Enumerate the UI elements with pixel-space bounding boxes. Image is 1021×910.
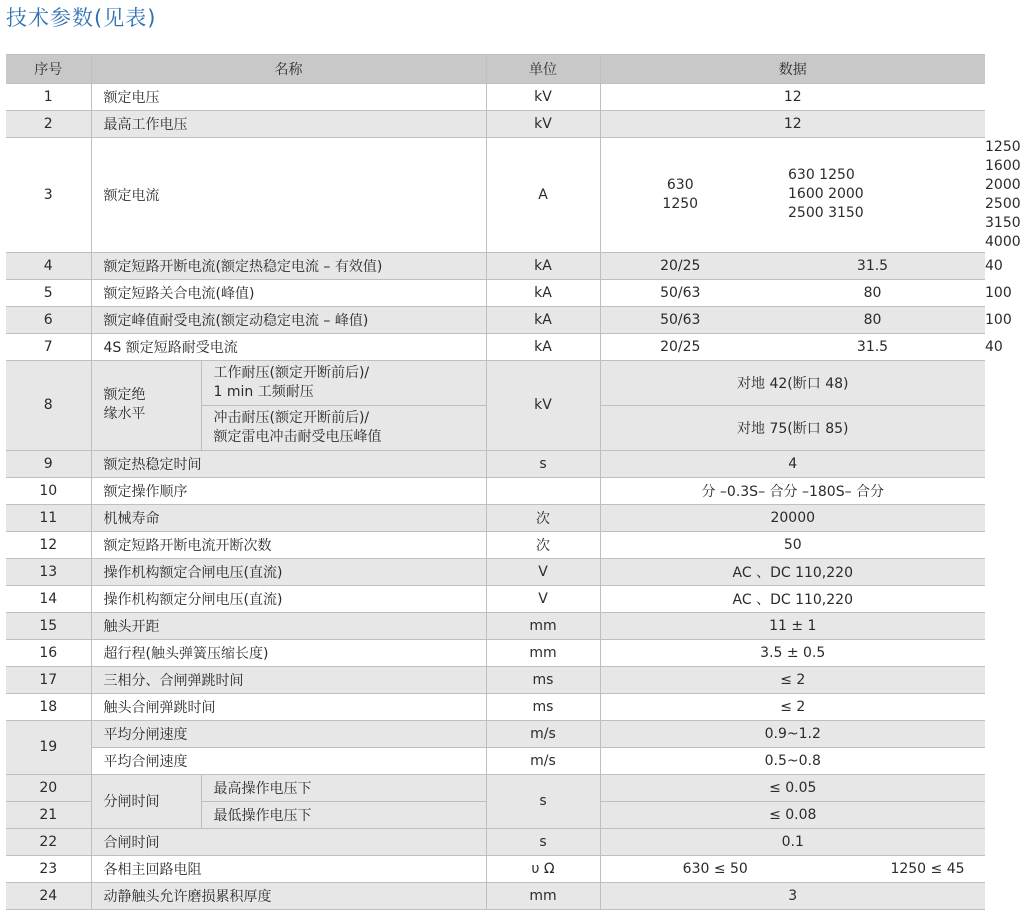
- table-row: 5 额定短路关合电流(峰值) kA 50/63 80 100: [6, 279, 985, 306]
- table-row: [6, 720, 985, 747]
- param-name: 平均合闸速度: [91, 747, 486, 774]
- param-name: 各相主回路电阻: [91, 855, 486, 882]
- param-name: 平均分闸速度: [91, 720, 486, 747]
- row-number: 2: [6, 111, 91, 138]
- param-unit: υ Ω: [486, 855, 600, 882]
- param-unit: kV: [486, 360, 600, 450]
- row-number: 24: [6, 882, 91, 909]
- param-unit: kA: [486, 306, 600, 333]
- header-seq: 序号: [6, 55, 91, 84]
- param-value-2: 80: [760, 306, 985, 333]
- table-row: [6, 477, 985, 504]
- tech-params-table: [6, 54, 1021, 910]
- param-name: 最高工作电压: [91, 111, 486, 138]
- param-value: 0.1: [600, 828, 985, 855]
- table-row: [6, 639, 985, 666]
- row-number: 1: [6, 84, 91, 111]
- row-number: 19: [6, 720, 91, 774]
- row-number: 8: [6, 360, 91, 450]
- param-value: 0.9~1.2: [600, 720, 985, 747]
- row-number: 12: [6, 531, 91, 558]
- param-name: 4S 额定短路耐受电流: [91, 333, 486, 360]
- param-unit: 次: [486, 504, 600, 531]
- opening-time-group: 分闸时间: [91, 774, 201, 828]
- param-name: 额定短路开断电流(额定热稳定电流 – 有效值): [91, 252, 486, 279]
- header-name: 名称: [91, 55, 486, 84]
- param-value: 11 ± 1: [600, 612, 985, 639]
- param-name: 三相分、合闸弹跳时间: [91, 666, 486, 693]
- param-name: 机械寿命: [91, 504, 486, 531]
- param-unit: s: [486, 450, 600, 477]
- param-unit: V: [486, 558, 600, 585]
- table-row: [6, 855, 985, 882]
- impulse-withstand-label: 冲击耐压(额定开断前后)/ 额定雷电冲击耐受电压峰值: [201, 405, 486, 450]
- param-name: 动静触头允许磨损累积厚度: [91, 882, 486, 909]
- param-unit: s: [486, 774, 600, 828]
- table-row: 7 4S 额定短路耐受电流 kA 20/25 31.5 40: [6, 333, 985, 360]
- param-value: ≤ 0.08: [600, 801, 985, 828]
- param-value-1: 20/25: [600, 252, 760, 279]
- param-value-1: 630 ≤ 50: [600, 855, 830, 882]
- param-value: ≤ 2: [600, 693, 985, 720]
- param-value: 20000: [600, 504, 985, 531]
- current-rating-option-1: 630 1250: [600, 138, 760, 253]
- param-unit: m/s: [486, 747, 600, 774]
- param-value-1: 20/25: [600, 333, 760, 360]
- param-name: 触头合闸弹跳时间: [91, 693, 486, 720]
- power-frequency-withstand-label: 工作耐压(额定开断前后)/ 1 min 工频耐压: [201, 360, 486, 405]
- table-row: [6, 612, 985, 639]
- param-name: 额定电流: [91, 138, 486, 253]
- param-value: 3: [600, 882, 985, 909]
- table-row: [6, 360, 985, 405]
- param-unit: [486, 477, 600, 504]
- param-name: 超行程(触头弹簧压缩长度): [91, 639, 486, 666]
- row-number: 16: [6, 639, 91, 666]
- row-number: 23: [6, 855, 91, 882]
- param-unit: ms: [486, 693, 600, 720]
- param-unit: A: [486, 138, 600, 253]
- row-number: 7: [6, 333, 91, 360]
- header-data: 数据: [600, 55, 985, 84]
- param-unit: kA: [486, 333, 600, 360]
- row-number: 20: [6, 774, 91, 801]
- param-name: 额定峰值耐受电流(额定动稳定电流 – 峰值): [91, 306, 486, 333]
- row-number: 9: [6, 450, 91, 477]
- param-value: 12: [600, 84, 985, 111]
- table-row: 3 额定电流 A 630 1250 630 1250 1600 2000 2500 3150 1250 1600 2000 2500 3150 4000: [6, 138, 985, 253]
- table-row: 6 额定峰值耐受电流(额定动稳定电流 – 峰值) kA 50/63 80 100: [6, 306, 985, 333]
- param-value: 50: [600, 531, 985, 558]
- table-row: [6, 504, 985, 531]
- param-value: AC 、DC 110,220: [600, 558, 985, 585]
- param-unit: mm: [486, 612, 600, 639]
- table-row: [6, 450, 985, 477]
- param-name: 额定操作顺序: [91, 477, 486, 504]
- param-value: 0.5~0.8: [600, 747, 985, 774]
- param-value: 分 –0.3S– 合分 –180S– 合分: [600, 477, 985, 504]
- table-row: [6, 828, 985, 855]
- param-unit: mm: [486, 639, 600, 666]
- header-unit: 单位: [486, 55, 600, 84]
- table-row: [6, 882, 985, 909]
- param-value: AC 、DC 110,220: [600, 585, 985, 612]
- param-name: 最高操作电压下: [201, 774, 486, 801]
- param-value: 对地 42(断口 48): [600, 360, 985, 405]
- table-row: 4 额定短路开断电流(额定热稳定电流 – 有效值) kA 20/25 31.5 40: [6, 252, 985, 279]
- row-number: 14: [6, 585, 91, 612]
- param-value-2: 1250 ≤ 45: [830, 855, 985, 882]
- row-number: 18: [6, 693, 91, 720]
- table-row: [6, 111, 985, 138]
- row-number: 10: [6, 477, 91, 504]
- param-name: 额定短路开断电流开断次数: [91, 531, 486, 558]
- param-unit: s: [486, 828, 600, 855]
- param-value-2: 31.5: [760, 252, 985, 279]
- row-number: 15: [6, 612, 91, 639]
- row-number: 22: [6, 828, 91, 855]
- row-number: 4: [6, 252, 91, 279]
- param-name: 合闸时间: [91, 828, 486, 855]
- param-value: 对地 75(断口 85): [600, 405, 985, 450]
- row-number: 21: [6, 801, 91, 828]
- table-row: [6, 84, 985, 111]
- row-number: 11: [6, 504, 91, 531]
- param-value: 12: [600, 111, 985, 138]
- param-name: 额定短路关合电流(峰值): [91, 279, 486, 306]
- param-name: 操作机构额定合闸电压(直流): [91, 558, 486, 585]
- row-number: 5: [6, 279, 91, 306]
- table-row: [6, 585, 985, 612]
- page-title: 技术参数(见表): [6, 6, 157, 30]
- table-row: [6, 693, 985, 720]
- param-unit: m/s: [486, 720, 600, 747]
- param-value: ≤ 2: [600, 666, 985, 693]
- table-row: [6, 774, 985, 801]
- param-unit: 次: [486, 531, 600, 558]
- param-unit: kA: [486, 279, 600, 306]
- param-name: 额定热稳定时间: [91, 450, 486, 477]
- table-row: [6, 558, 985, 585]
- table-row: [6, 666, 985, 693]
- param-unit: V: [486, 585, 600, 612]
- param-name: 最低操作电压下: [201, 801, 486, 828]
- table-header-row: [6, 55, 985, 84]
- row-number: 6: [6, 306, 91, 333]
- param-value: 4: [600, 450, 985, 477]
- param-value-1: 50/63: [600, 306, 760, 333]
- param-value-2: 31.5: [760, 333, 985, 360]
- insulation-level-group: 额定绝 缘水平: [91, 360, 201, 450]
- param-unit: kA: [486, 252, 600, 279]
- param-unit: mm: [486, 882, 600, 909]
- param-name: 操作机构额定分闸电压(直流): [91, 585, 486, 612]
- param-value: ≤ 0.05: [600, 774, 985, 801]
- param-name: 额定电压: [91, 84, 486, 111]
- param-unit: kV: [486, 84, 600, 111]
- param-name: 触头开距: [91, 612, 486, 639]
- row-number: 3: [6, 138, 91, 253]
- param-value-1: 50/63: [600, 279, 760, 306]
- table-row: [6, 531, 985, 558]
- table-row: [6, 747, 985, 774]
- current-rating-option-2: 630 1250 1600 2000 2500 3150: [760, 138, 985, 253]
- param-unit: ms: [486, 666, 600, 693]
- param-unit: kV: [486, 111, 600, 138]
- row-number: 17: [6, 666, 91, 693]
- param-value-2: 80: [760, 279, 985, 306]
- row-number: 13: [6, 558, 91, 585]
- param-value: 3.5 ± 0.5: [600, 639, 985, 666]
